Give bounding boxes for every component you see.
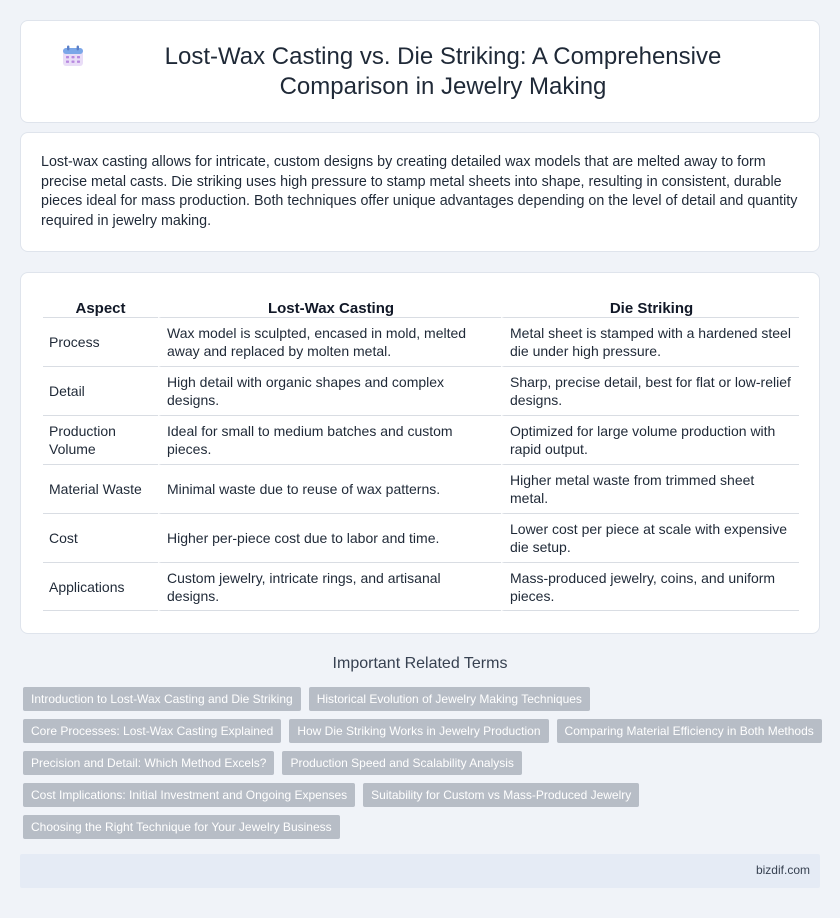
header-card: [20, 20, 820, 123]
tag-row: [23, 687, 823, 711]
tag-row: [23, 751, 823, 775]
table-row: [43, 318, 799, 367]
related-term-tag[interactable]: Historical Evolution of Jewelry Making Techniques: [309, 687, 590, 711]
cell-aspect: Applications: [43, 563, 158, 611]
header-die-striking: Die Striking: [501, 293, 799, 318]
related-term-tag[interactable]: Introduction to Lost-Wax Casting and Die Striking: [23, 687, 301, 711]
header-aspect: Aspect: [43, 293, 158, 318]
table-row: [43, 514, 799, 563]
related-term-tag[interactable]: Production Speed and Scalability Analysis: [282, 751, 521, 775]
related-term-tag[interactable]: Suitability for Custom vs Mass-Produced Jewelry: [363, 783, 639, 807]
cell-die-striking: Sharp, precise detail, best for flat or low-relief designs.: [501, 367, 799, 416]
cell-aspect: Cost: [43, 514, 158, 563]
page-title: Lost-Wax Casting vs. Die Striking: A Comprehensive Comparison in Jewelry Making: [164, 42, 722, 100]
tag-row: [23, 719, 823, 743]
related-term-tag[interactable]: Comparing Material Efficiency in Both Methods: [557, 719, 822, 743]
cell-aspect: Process: [43, 318, 158, 367]
related-term-tag[interactable]: Precision and Detail: Which Method Excels?: [23, 751, 274, 775]
cell-aspect: Detail: [43, 367, 158, 416]
related-term-tag[interactable]: Choosing the Right Technique for Your Jewelry Business: [23, 815, 340, 839]
table-header-row: [43, 293, 799, 318]
cell-die-striking: Optimized for large volume production with rapid output.: [501, 416, 799, 465]
cell-lost-wax: Custom jewelry, intricate rings, and artisanal designs.: [158, 563, 501, 611]
cell-die-striking: Lower cost per piece at scale with expensive die setup.: [501, 514, 799, 563]
table-row: [43, 416, 799, 465]
cell-aspect: Production Volume: [43, 416, 158, 465]
table-row: [43, 465, 799, 514]
related-term-tag[interactable]: How Die Striking Works in Jewelry Production: [289, 719, 548, 743]
cell-aspect: Material Waste: [43, 465, 158, 514]
cell-lost-wax: Wax model is sculpted, encased in mold, melted away and replaced by molten metal.: [158, 318, 501, 367]
table-row: [43, 563, 799, 611]
header-lost-wax: Lost-Wax Casting: [158, 293, 501, 318]
related-terms-list: [23, 687, 823, 847]
footer: [20, 854, 820, 888]
related-term-tag[interactable]: Core Processes: Lost-Wax Casting Explained: [23, 719, 281, 743]
tag-row: [23, 815, 823, 839]
related-term-tag[interactable]: Cost Implications: Initial Investment and Ongoing Expenses: [23, 783, 355, 807]
cell-lost-wax: High detail with organic shapes and complex designs.: [158, 367, 501, 416]
comparison-table-card: [20, 272, 820, 634]
cell-lost-wax: Ideal for small to medium batches and custom pieces.: [158, 416, 501, 465]
cell-lost-wax: Higher per-piece cost due to labor and time.: [158, 514, 501, 563]
cell-lost-wax: Minimal waste due to reuse of wax patterns.: [158, 465, 501, 514]
table-row: [43, 367, 799, 416]
cell-die-striking: Metal sheet is stamped with a hardened steel die under high pressure.: [501, 318, 799, 367]
cell-die-striking: Mass-produced jewelry, coins, and uniform pieces.: [501, 563, 799, 611]
intro-text: Lost-wax casting allows for intricate, custom designs by creating detailed wax models that are melted away to form precise metal casts. Die striking uses high pressure to stamp metal sheets into shape, resulting in consistent, durable pieces ideal for mass production. Both techniques offer unique advantages depending on the level of detail and quantity required in jewelry making.: [41, 154, 798, 229]
tag-row: [23, 783, 823, 807]
title-wrap: [21, 21, 819, 122]
related-terms-title: Important Related Terms: [332, 655, 508, 672]
intro-card: [20, 132, 820, 252]
footer-site[interactable]: bizdif.com: [755, 863, 810, 877]
cell-die-striking: Higher metal waste from trimmed sheet metal.: [501, 465, 799, 514]
calendar-icon: [61, 44, 85, 73]
comparison-table: [43, 293, 799, 611]
